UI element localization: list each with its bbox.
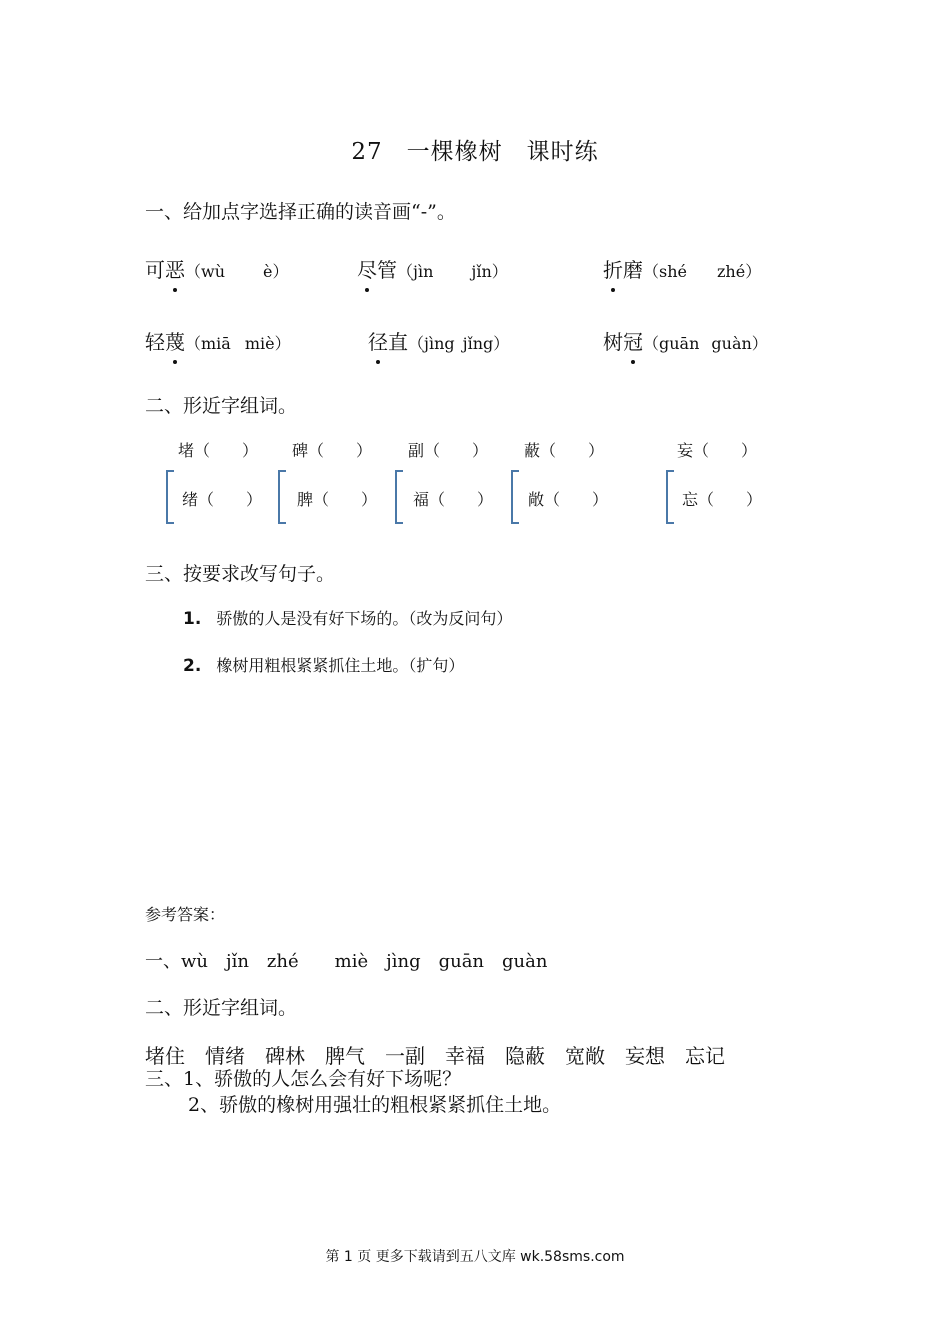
option-2: jǐn） xyxy=(471,262,508,281)
option-1: （shé xyxy=(643,262,687,281)
word: 折 磨 xyxy=(603,258,643,282)
similar-char-top: 副（ ） xyxy=(408,441,489,460)
pinyin-item xyxy=(368,326,509,355)
option-1: （guān xyxy=(643,334,700,353)
similar-char-top: 妄（ ） xyxy=(677,441,758,460)
answer-line-3: 堵住 情绪 碑林 脾气 一副 幸福 隐蔽 宽敞 妄想 忘记 xyxy=(145,1044,725,1068)
bracket xyxy=(166,470,174,524)
answers-heading: 参考答案： xyxy=(145,905,226,924)
bracket xyxy=(395,470,403,524)
page-title: 27 一棵橡树 课时练 xyxy=(351,139,599,165)
page-footer: 第 1 页 更多下载请到五八文库 wk.58sms.com xyxy=(325,1249,625,1265)
similar-char-bottom: 敞（ ） xyxy=(528,490,609,509)
option-1: （jìn xyxy=(397,262,434,281)
option-2: zhé） xyxy=(717,262,762,281)
item-text: 橡树用粗根紧紧抓住土地。（扩句） xyxy=(216,656,465,675)
option-1: （miā xyxy=(185,334,231,353)
option-1: （wù xyxy=(185,262,226,281)
similar-char-top: 堵（ ） xyxy=(178,441,259,460)
similar-char-bottom: 福（ ） xyxy=(413,490,494,509)
pinyin-item xyxy=(145,326,291,355)
answer-line-5: 2、骄傲的橡树用强壮的粗根紧紧抓住土地。 xyxy=(188,1094,562,1116)
option-1: （jìng xyxy=(408,334,455,353)
bracket xyxy=(511,470,519,524)
option-2: jǐng） xyxy=(462,334,510,353)
word: 可恶 xyxy=(145,258,185,282)
item-number: 1. xyxy=(183,609,202,629)
answer-line-1: 一、wù jǐn zhé miè jìng guān guàn xyxy=(145,951,548,972)
pinyin-item xyxy=(603,326,768,355)
word: 径 直 xyxy=(368,330,408,354)
similar-char-bottom: 脾（ ） xyxy=(297,490,378,509)
section2-heading: 二、形近字组词。 xyxy=(145,395,298,417)
similar-char-bottom: 绪（ ） xyxy=(182,490,263,509)
option-2: guàn） xyxy=(711,334,768,353)
section3-heading: 三、按要求改写句子。 xyxy=(145,563,336,585)
similar-char-bottom: 忘（ ） xyxy=(682,490,763,509)
rewrite-item xyxy=(183,653,464,676)
item-text: 骄傲的人是没有好下场的。（改为反问句） xyxy=(216,609,513,628)
section1-heading: 一、给加点字选择正确的读音画“-”。 xyxy=(145,201,456,223)
bracket xyxy=(666,470,674,524)
word: 树冠 xyxy=(603,330,643,354)
similar-char-top: 碑（ ） xyxy=(292,441,373,460)
item-number: 2. xyxy=(183,656,202,676)
similar-char-top: 蔽（ ） xyxy=(524,441,605,460)
pinyin-item xyxy=(603,254,761,283)
word: 轻蔑 xyxy=(145,330,185,354)
answer-line-2: 二、形近字组词。 xyxy=(145,997,298,1019)
bracket xyxy=(278,470,286,524)
pinyin-item xyxy=(145,254,289,283)
word: 尽 管 xyxy=(357,258,397,282)
option-2: miè） xyxy=(244,334,291,353)
rewrite-item xyxy=(183,606,512,629)
option-2: è） xyxy=(263,262,289,281)
pinyin-item xyxy=(357,254,508,283)
answer-line-4: 三、1、骄傲的人怎么会有好下场呢？ xyxy=(145,1068,462,1090)
